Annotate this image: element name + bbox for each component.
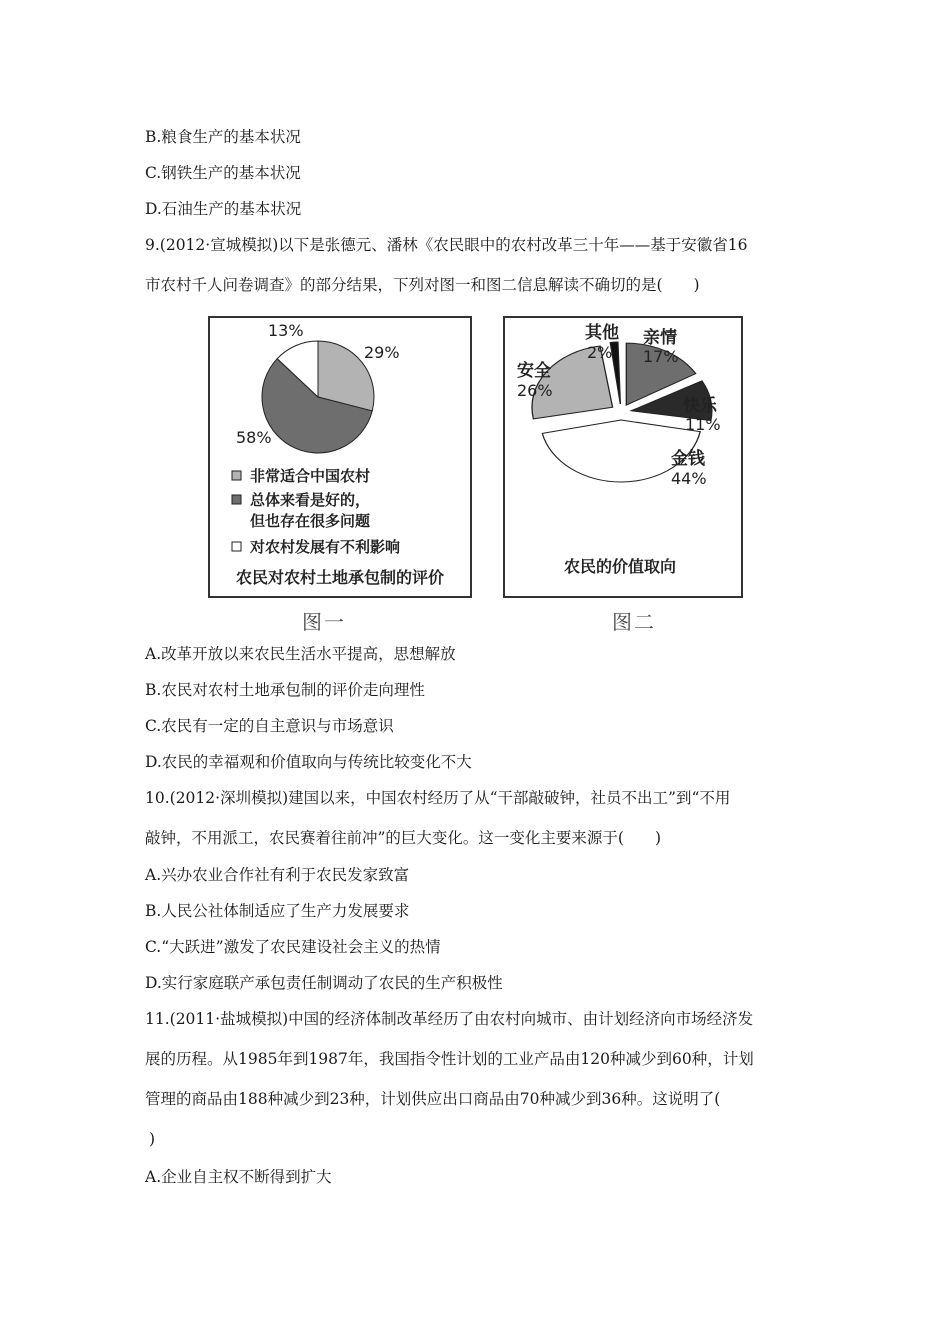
figure-2-title: 农民的价值取向	[563, 557, 677, 576]
figure-1-box	[208, 316, 472, 598]
option-d-top: D.石油生产的基本状况	[145, 200, 302, 218]
legend-label-2b: 但也存在很多问题	[250, 512, 371, 530]
q10-option-c: C.“大跃进”激发了农民建设社会主义的热情	[145, 938, 441, 956]
pie-chart-1	[262, 341, 374, 453]
legend-swatch-1	[232, 471, 241, 480]
pie2-label-qita: 其他	[585, 323, 619, 343]
pie1-label-13: 13%	[268, 321, 304, 340]
legend-swatch-3	[232, 542, 241, 551]
pie2-label-anquan: 安全	[517, 361, 551, 381]
option-c-top: C.钢铁生产的基本状况	[145, 164, 301, 182]
figure-2-caption: 图二	[612, 610, 656, 634]
q10-option-d: D.实行家庭联产承包责任制调动了农民的生产积极性	[145, 974, 503, 992]
q11-stem-line1: 11.(2011·盐城模拟)中国的经济体制改革经历了由农村向城市、由计划经济向市场经济发	[145, 1010, 754, 1028]
figure-2-box	[503, 316, 743, 598]
q10-option-b: B.人民公社体制适应了生产力发展要求	[145, 902, 410, 920]
pie2-value-anquan: 26%	[517, 381, 553, 400]
q9-stem-line2: 市农村千人问卷调查》的部分结果，下列对图一和图二信息解读不确切的是( )	[145, 276, 700, 294]
q11-option-a: A.企业自主权不断得到扩大	[145, 1168, 332, 1186]
q11-stem-line4: )	[149, 1130, 156, 1148]
pie2-label-qinqing: 亲情	[643, 328, 677, 348]
pie2-label-jinqian: 金钱	[671, 449, 705, 469]
q9-option-c: C.农民有一定的自主意识与市场意识	[145, 717, 394, 735]
figure-1-svg	[210, 318, 470, 596]
figure-1-caption: 图一	[302, 610, 346, 634]
q11-stem-line2: 展的历程。从1985年到1987年，我国指令性计划的工业产品由120种减少到60种，计划	[145, 1050, 754, 1068]
legend-label-1: 非常适合中国农村	[250, 467, 371, 485]
q9-option-b: B.农民对农村土地承包制的评价走向理性	[145, 681, 425, 699]
figure-2-svg	[505, 318, 741, 596]
q10-stem-line1: 10.(2012·深圳模拟)建国以来，中国农村经历了从“干部敲破钟，社员不出工”到“不用	[145, 789, 731, 807]
q9-option-a: A.改革开放以来农民生活水平提高，思想解放	[145, 645, 456, 663]
pie1-label-58: 58%	[236, 428, 272, 447]
pie2-value-jinqian: 44%	[671, 469, 707, 488]
option-b-top: B.粮食生产的基本状况	[145, 128, 301, 146]
pie1-label-29: 29%	[364, 343, 400, 362]
pie2-value-qinqing: 17%	[643, 347, 679, 366]
pie2-value-qita: 2%	[587, 343, 613, 362]
pie2-value-kuaile: 11%	[685, 415, 721, 434]
q9-stem-line1: 9.(2012·宣城模拟)以下是张德元、潘林《农民眼中的农村改革三十年——基于安徽省16	[145, 236, 748, 254]
legend-swatch-2	[232, 495, 241, 504]
q11-stem-line3: 管理的商品由188种减少到23种，计划供应出口商品由70种减少到36种。这说明了(	[145, 1090, 721, 1108]
q10-stem-line2: 敲钟，不用派工，农民赛着往前冲”的巨大变化。这一变化主要来源于( )	[145, 829, 662, 847]
q9-option-d: D.农民的幸福观和价值取向与传统比较变化不大	[145, 753, 472, 771]
pie2-label-kuaile: 快乐	[683, 396, 717, 416]
legend-label-3: 对农村发展有不利影响	[250, 538, 401, 556]
legend-label-2a: 总体来看是好的，	[250, 491, 371, 509]
q10-option-a: A.兴办农业合作社有利于农民发家致富	[145, 866, 410, 884]
figure-1-title: 农民对农村土地承包制的评价	[235, 568, 445, 587]
